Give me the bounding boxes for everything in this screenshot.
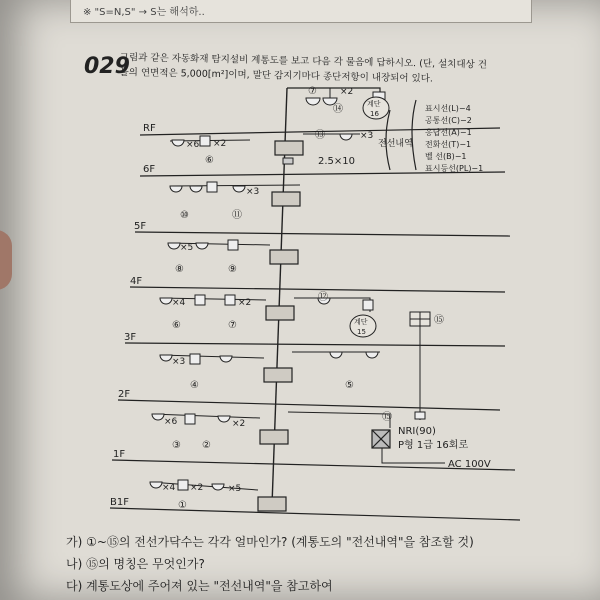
junction-box-rf [275,141,303,155]
subquestion-c: 다) 계통도상에 주어져 있는 "전선내역"을 참고하여 [66,579,333,593]
6f-detectors [170,182,245,192]
floor-label-1f: 1F [113,449,126,460]
floor-label-2f: 2F [118,389,131,400]
svg-text:×5: ×5 [180,243,194,253]
svg-text:표시등선(PL)−1: 표시등선(PL)−1 [425,164,484,173]
svg-text:⑥: ⑥ [205,155,214,166]
svg-text:②: ② [202,440,211,451]
svg-text:⑥: ⑥ [172,320,181,331]
svg-text:④: ④ [190,380,199,391]
svg-text:×2: ×2 [190,483,204,493]
svg-text:×6: ×6 [186,140,200,150]
svg-text:×2: ×2 [238,298,252,308]
multiplier-roof: ×2 [340,87,354,97]
svg-text:×5: ×5 [228,484,242,494]
question-line-2: 물의 연면적은 5,000[m²]이며, 말단 감지기마다 종단저항이 내장되어 있다. [119,66,434,85]
svg-text:⑧: ⑧ [175,264,184,275]
svg-text:×3: ×3 [172,357,186,367]
subquestion-a: 가) ①~⑮의 전선가닥수는 각각 얼마인가? (계통도의 "전선내역"을 참조할 것) [66,535,474,549]
svg-text:벨 선(B)−1: 벨 선(B)−1 [425,152,467,161]
zone-label-15: ⑦ [308,86,317,97]
svg-text:공통선(C)−2: 공통선(C)−2 [425,116,472,125]
svg-text:⑪: ⑪ [232,210,242,221]
svg-text:×2: ×2 [232,419,246,429]
junction-box-2f [260,430,288,444]
svg-text:×6: ×6 [164,417,178,427]
subquestion-b: 나) ⑮의 명칭은 무엇인가? [66,557,205,571]
svg-text:③: ③ [172,440,181,451]
floor-label-5f: 5F [134,221,147,232]
svg-text:P형 1급 16회로: P형 1급 16회로 [398,440,469,451]
svg-text:16: 16 [370,110,379,118]
legend-title: 전선내역 [378,139,413,149]
junction-box-5f [270,250,298,264]
svg-text:×3: ×3 [360,131,374,141]
svg-text:×2: ×2 [213,139,227,149]
svg-text:응답선(A)−1: 응답선(A)−1 [425,128,472,137]
svg-text:①: ① [178,500,187,511]
junction-boxes [258,141,303,511]
svg-text:×3: ×3 [246,187,260,197]
svg-text:계단: 계단 [367,100,381,108]
floor-label-b1f: B1F [110,497,129,508]
svg-text:AC 100V: AC 100V [448,459,491,470]
question-line-1: 그림과 같은 자동화재 탐지설비 계통도를 보고 다음 각 물음에 답하시오. (단, 설치대상 건 [119,51,488,71]
svg-text:계단: 계단 [354,318,368,326]
terminal-box [415,412,425,419]
svg-text:NRI(90): NRI(90) [398,426,436,437]
previous-note-text: ※ "S=N,S" → S는 해석하.. [83,7,205,18]
svg-text:15: 15 [357,328,366,336]
svg-text:×4: ×4 [172,298,186,308]
svg-text:⑮: ⑮ [434,315,444,326]
floor-label-6f: 6F [143,164,156,175]
svg-text:⑮: ⑮ [382,412,392,423]
legend-items [425,103,483,173]
junction-box-1f [258,497,286,511]
junction-box-4f [266,306,294,320]
detector-icon-roof-a [306,98,320,105]
svg-text:⑦: ⑦ [228,320,237,331]
zone-label-14: ⑭ [333,104,343,115]
junction-box-6f [272,192,300,206]
svg-text:⑨: ⑨ [228,264,237,275]
floor-label-rf: RF [143,123,156,134]
floor-label-4f: 4F [130,276,143,287]
svg-text:⑤: ⑤ [345,380,354,391]
cable-marker [283,158,293,164]
svg-text:×4: ×4 [162,483,176,493]
svg-text:⑫: ⑫ [318,292,328,303]
receiver-icon [372,430,390,448]
svg-text:⑩: ⑩ [180,210,189,221]
svg-text:표시선(L)−4: 표시선(L)−4 [425,104,471,113]
junction-box-3f [264,368,292,382]
cable-label: 2.5×10 [318,156,356,167]
floor-label-3f: 3F [124,332,137,343]
svg-text:⑬: ⑬ [315,130,325,141]
question-number: 029 [84,54,130,79]
svg-text:전화선(T)−1: 전화선(T)−1 [425,140,472,149]
